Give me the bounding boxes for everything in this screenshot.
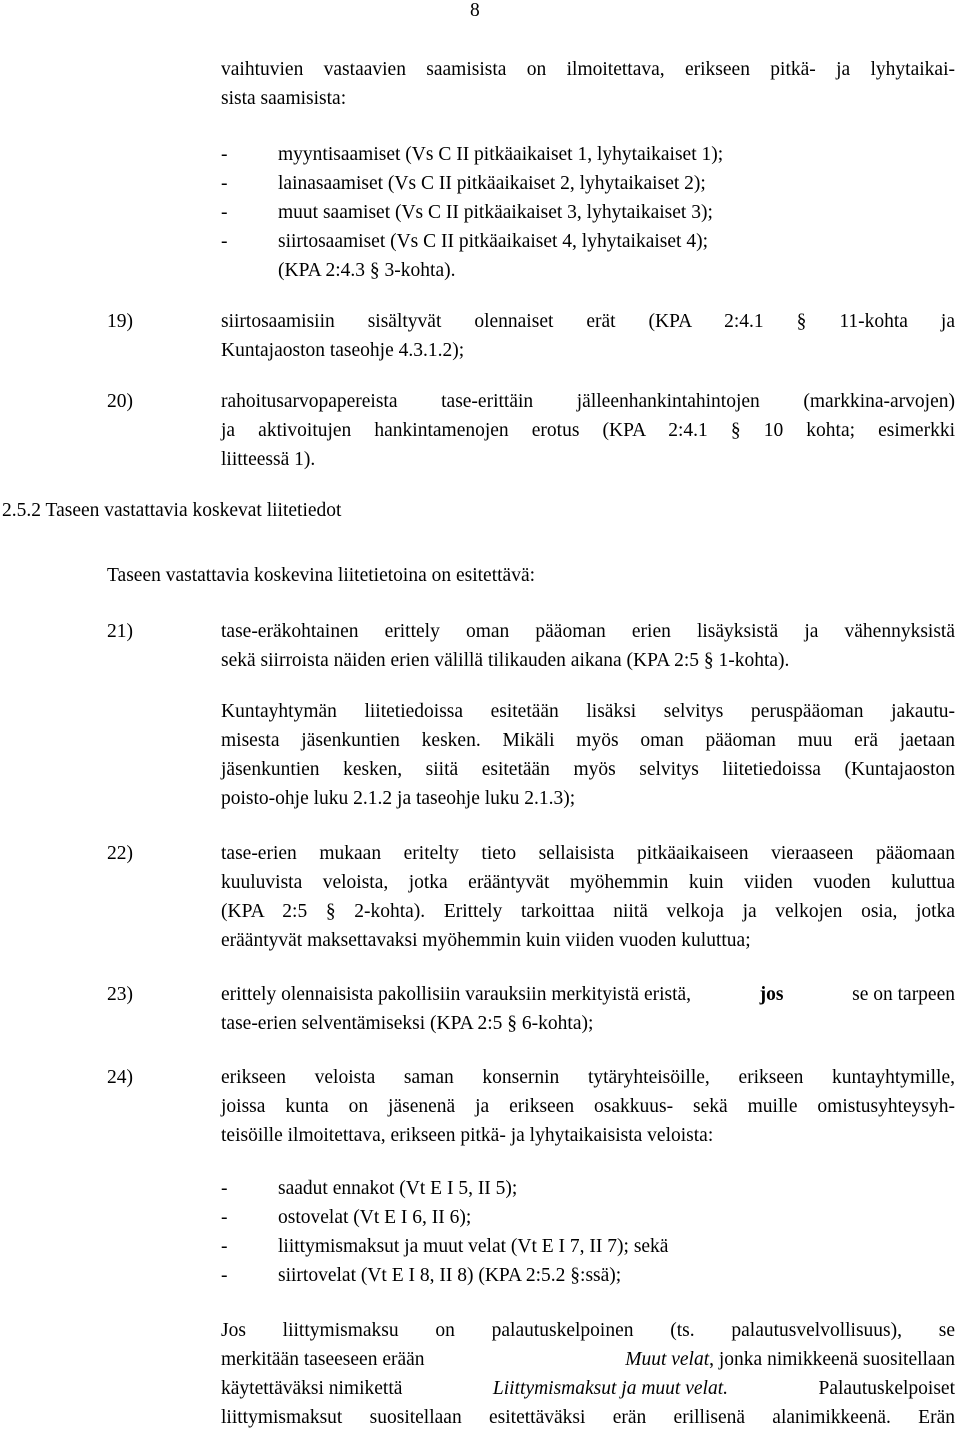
item-21-para-line-1: Kuntayhtymän liitetiedoissa esitetään lisäksi selvitys peruspääoman jakautu- — [221, 701, 955, 722]
item-21-para-line-4: poisto-ohje luku 2.1.2 ja taseohje luku 2.1.3); — [221, 788, 576, 809]
bullet-dash: - — [221, 144, 228, 165]
item-23-line-1-a: erittely olennaisista pakollisiin varauksiin merkityistä eristä, — [221, 984, 692, 1005]
item-23-jos: jos — [759, 984, 784, 1005]
item-number-21: 21) — [107, 621, 133, 642]
item-number-23: 23) — [107, 984, 133, 1005]
item-20-line-2: ja aktivoitujen hankintamenojen erotus (KPA 2:4.1 § 10 kohta; esimerkki — [221, 420, 955, 441]
bullet-item: ostovelat (Vt E I 6, II 6); — [278, 1207, 472, 1228]
bullet-dash: - — [221, 231, 228, 252]
item-23-line-1-b: se on tarpeen — [852, 984, 955, 1005]
item-number-22: 22) — [107, 843, 133, 864]
bullet-item: muut saamiset (Vs C II pitkäaikaiset 3, lyhytaikaiset 3); — [278, 202, 713, 223]
bullet-item: lainasaamiset (Vs C II pitkäaikaiset 2, lyhytaikaiset 2); — [278, 173, 706, 194]
item-20-line-1: rahoitusarvopapereista tase-erittäin jälleenhankintahintojen (markkina-arvojen) — [221, 391, 955, 412]
item-19-line-1: siirtosaamisiin sisältyvät olennaiset erät (KPA 2:4.1 § 11-kohta ja — [221, 311, 955, 332]
item-22-line-2: kuuluvista veloista, jotka erääntyvät myöhemmin kuin viiden vuoden kuluttua — [221, 872, 955, 893]
item-number-19: 19) — [107, 311, 133, 332]
bullet-dash: - — [221, 1265, 228, 1286]
item-22-line-1: tase-erien mukaan eritelty tieto sellaisista pitkäaikaiseen vieraaseen pääomaan — [221, 843, 955, 864]
page-number: 8 — [470, 0, 480, 21]
final-para-line-2-b: , jonka nimikkeenä suositellaan — [709, 1349, 955, 1370]
final-para-line-4: liittymismaksut suositellaan esitettäväksi erän erillisenä alanimikkeenä. Erän — [221, 1407, 955, 1428]
item-number-24: 24) — [107, 1067, 133, 1088]
item-22-line-4: erääntyvät maksettavaksi myöhemmin kuin viiden vuoden kuluttua; — [221, 930, 751, 951]
intro-line-2: sista saamisista: — [221, 88, 347, 109]
final-para-line-3-b: Palautuskelpoiset — [818, 1378, 955, 1399]
bullet-dash: - — [221, 202, 228, 223]
final-para-line-2-rest — [625, 1345, 955, 1374]
bullet-item: siirtovelat (Vt E I 8, II 8) (KPA 2:5.2 §:ssä); — [278, 1265, 622, 1286]
item-24-line-1: erikseen veloista saman konsernin tytäryhteisöille, erikseen kuntayhtymille, — [221, 1067, 955, 1088]
final-para-line-3 — [221, 1374, 955, 1403]
item-23-line-1 — [221, 980, 955, 1009]
item-23-line-2: tase-erien selventämiseksi (KPA 2:5 § 6-kohta); — [221, 1013, 594, 1034]
final-para-line-2-a: merkitään taseeseen erään — [221, 1349, 425, 1370]
final-para-line-1: Jos liittymismaksu on palautuskelpoinen (ts. palautusvelvollisuus), se — [221, 1320, 955, 1341]
bullet-item: myyntisaamiset (Vs C II pitkäaikaiset 1, lyhytaikaiset 1); — [278, 144, 724, 165]
bullet-tail: (KPA 2:4.3 § 3-kohta). — [278, 260, 456, 281]
item-19-line-2: Kuntajaoston taseohje 4.3.1.2); — [221, 340, 465, 361]
item-24-line-3: teisöille ilmoitettava, erikseen pitkä- ja lyhytaikaisista veloista: — [221, 1125, 714, 1146]
item-24-line-2: joissa kunta on jäsenenä ja erikseen osakkuus- sekä muille omistusyhteysyh- — [221, 1096, 955, 1117]
bullet-dash: - — [221, 1207, 228, 1228]
bullet-item: saadut ennakot (Vt E I 5, II 5); — [278, 1178, 518, 1199]
final-para-liittymismaksut: Liittymismaksut ja muut velat. — [492, 1378, 728, 1399]
bullet-dash: - — [221, 173, 228, 194]
bullet-item: liittymismaksut ja muut velat (Vt E I 7, II 7); sekä — [278, 1236, 669, 1257]
final-para-muut-velat: Muut velat — [625, 1349, 710, 1370]
bullet-dash: - — [221, 1236, 228, 1257]
final-para-line-2 — [221, 1345, 955, 1374]
section-heading: 2.5.2 Taseen vastattavia koskevat liitetiedot — [2, 500, 342, 521]
item-21-line-1: tase-eräkohtainen erittely oman pääoman erien lisäyksistä ja vähennyksistä — [221, 621, 955, 642]
item-21-para-line-2: misesta jäsenkuntien kesken. Mikäli myös oman pääoman muu erä jaetaan — [221, 730, 955, 751]
item-21-para-line-3: jäsenkuntien kesken, siitä esitetään myös selvitys liitetiedoissa (Kuntajaoston — [221, 759, 955, 780]
intro-line-1: vaihtuvien vastaavien saamisista on ilmoitettava, erikseen pitkä- ja lyhytaikai- — [221, 59, 955, 80]
bullet-item: siirtosaamiset (Vs C II pitkäaikaiset 4, lyhytaikaiset 4); — [278, 231, 708, 252]
item-20-line-3: liitteessä 1). — [221, 449, 316, 470]
bullet-dash: - — [221, 1178, 228, 1199]
section-intro: Taseen vastattavia koskevina liitetietoina on esitettävä: — [107, 565, 536, 586]
item-number-20: 20) — [107, 391, 133, 412]
final-para-line-3-a: käytettäväksi nimikettä — [221, 1378, 403, 1399]
item-21-line-2: sekä siirroista näiden erien välillä tilikauden aikana (KPA 2:5 § 1-kohta). — [221, 650, 790, 671]
item-22-line-3: (KPA 2:5 § 2-kohta). Erittely tarkoittaa niitä velkoja ja velkojen osia, jotka — [221, 901, 955, 922]
